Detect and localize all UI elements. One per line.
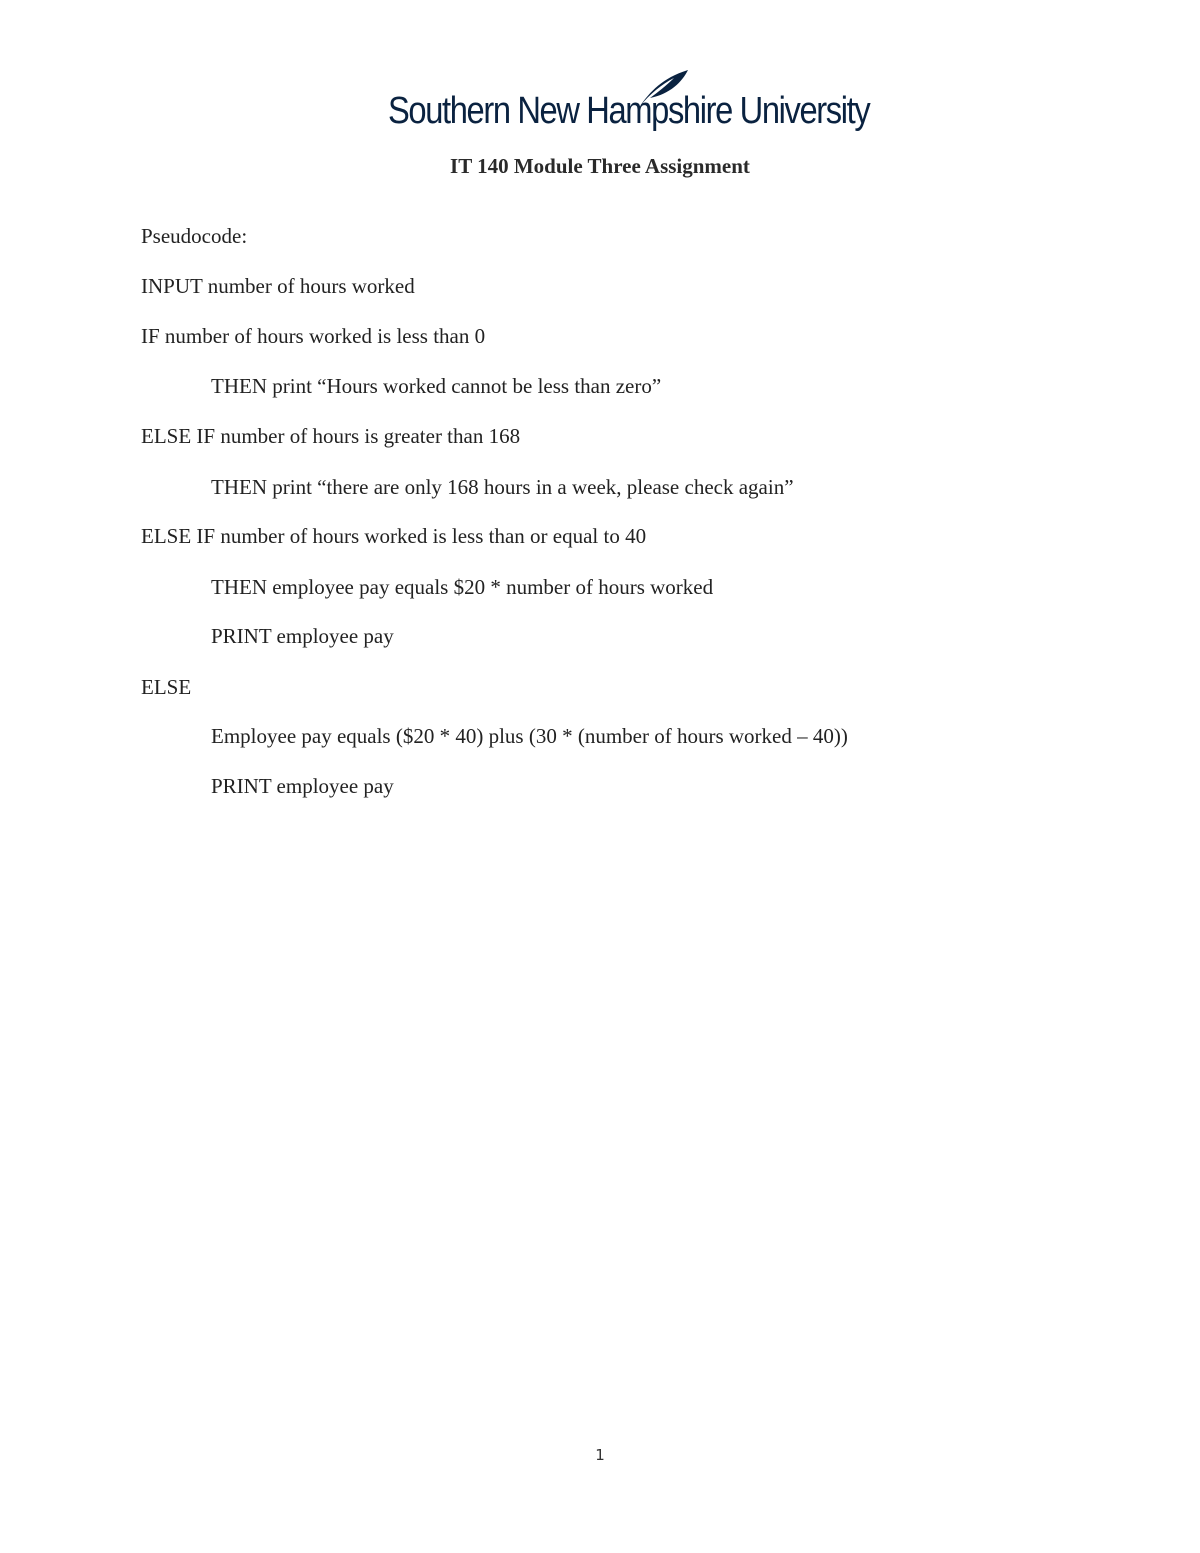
pseudocode-line: IF number of hours worked is less than 0 <box>141 324 486 348</box>
pseudocode-line: ELSE IF number of hours worked is less than or equal to 40 <box>141 524 647 548</box>
university-logo <box>386 68 870 136</box>
pseudocode-line: ELSE IF number of hours is greater than 168 <box>141 424 521 448</box>
pseudocode-line: THEN print “there are only 168 hours in a week, please check again” <box>211 475 794 499</box>
page-number: 1 <box>595 1446 605 1464</box>
university-name: Southern New Hampshire University <box>388 90 870 132</box>
pseudocode-line: THEN print “Hours worked cannot be less than zero” <box>211 374 662 398</box>
pseudocode-line: PRINT employee pay <box>211 774 394 798</box>
pseudocode-line: INPUT number of hours worked <box>141 274 415 298</box>
document-title: IT 140 Module Three Assignment <box>450 154 750 178</box>
pseudocode-line: Employee pay equals ($20 * 40) plus (30 * (number of hours worked – 40)) <box>211 724 848 748</box>
pseudocode-line: ELSE <box>141 675 192 699</box>
pseudocode-line: Pseudocode: <box>141 224 248 248</box>
pseudocode-line: PRINT employee pay <box>211 624 394 648</box>
pseudocode-line: THEN employee pay equals $20 * number of hours worked <box>211 575 714 599</box>
